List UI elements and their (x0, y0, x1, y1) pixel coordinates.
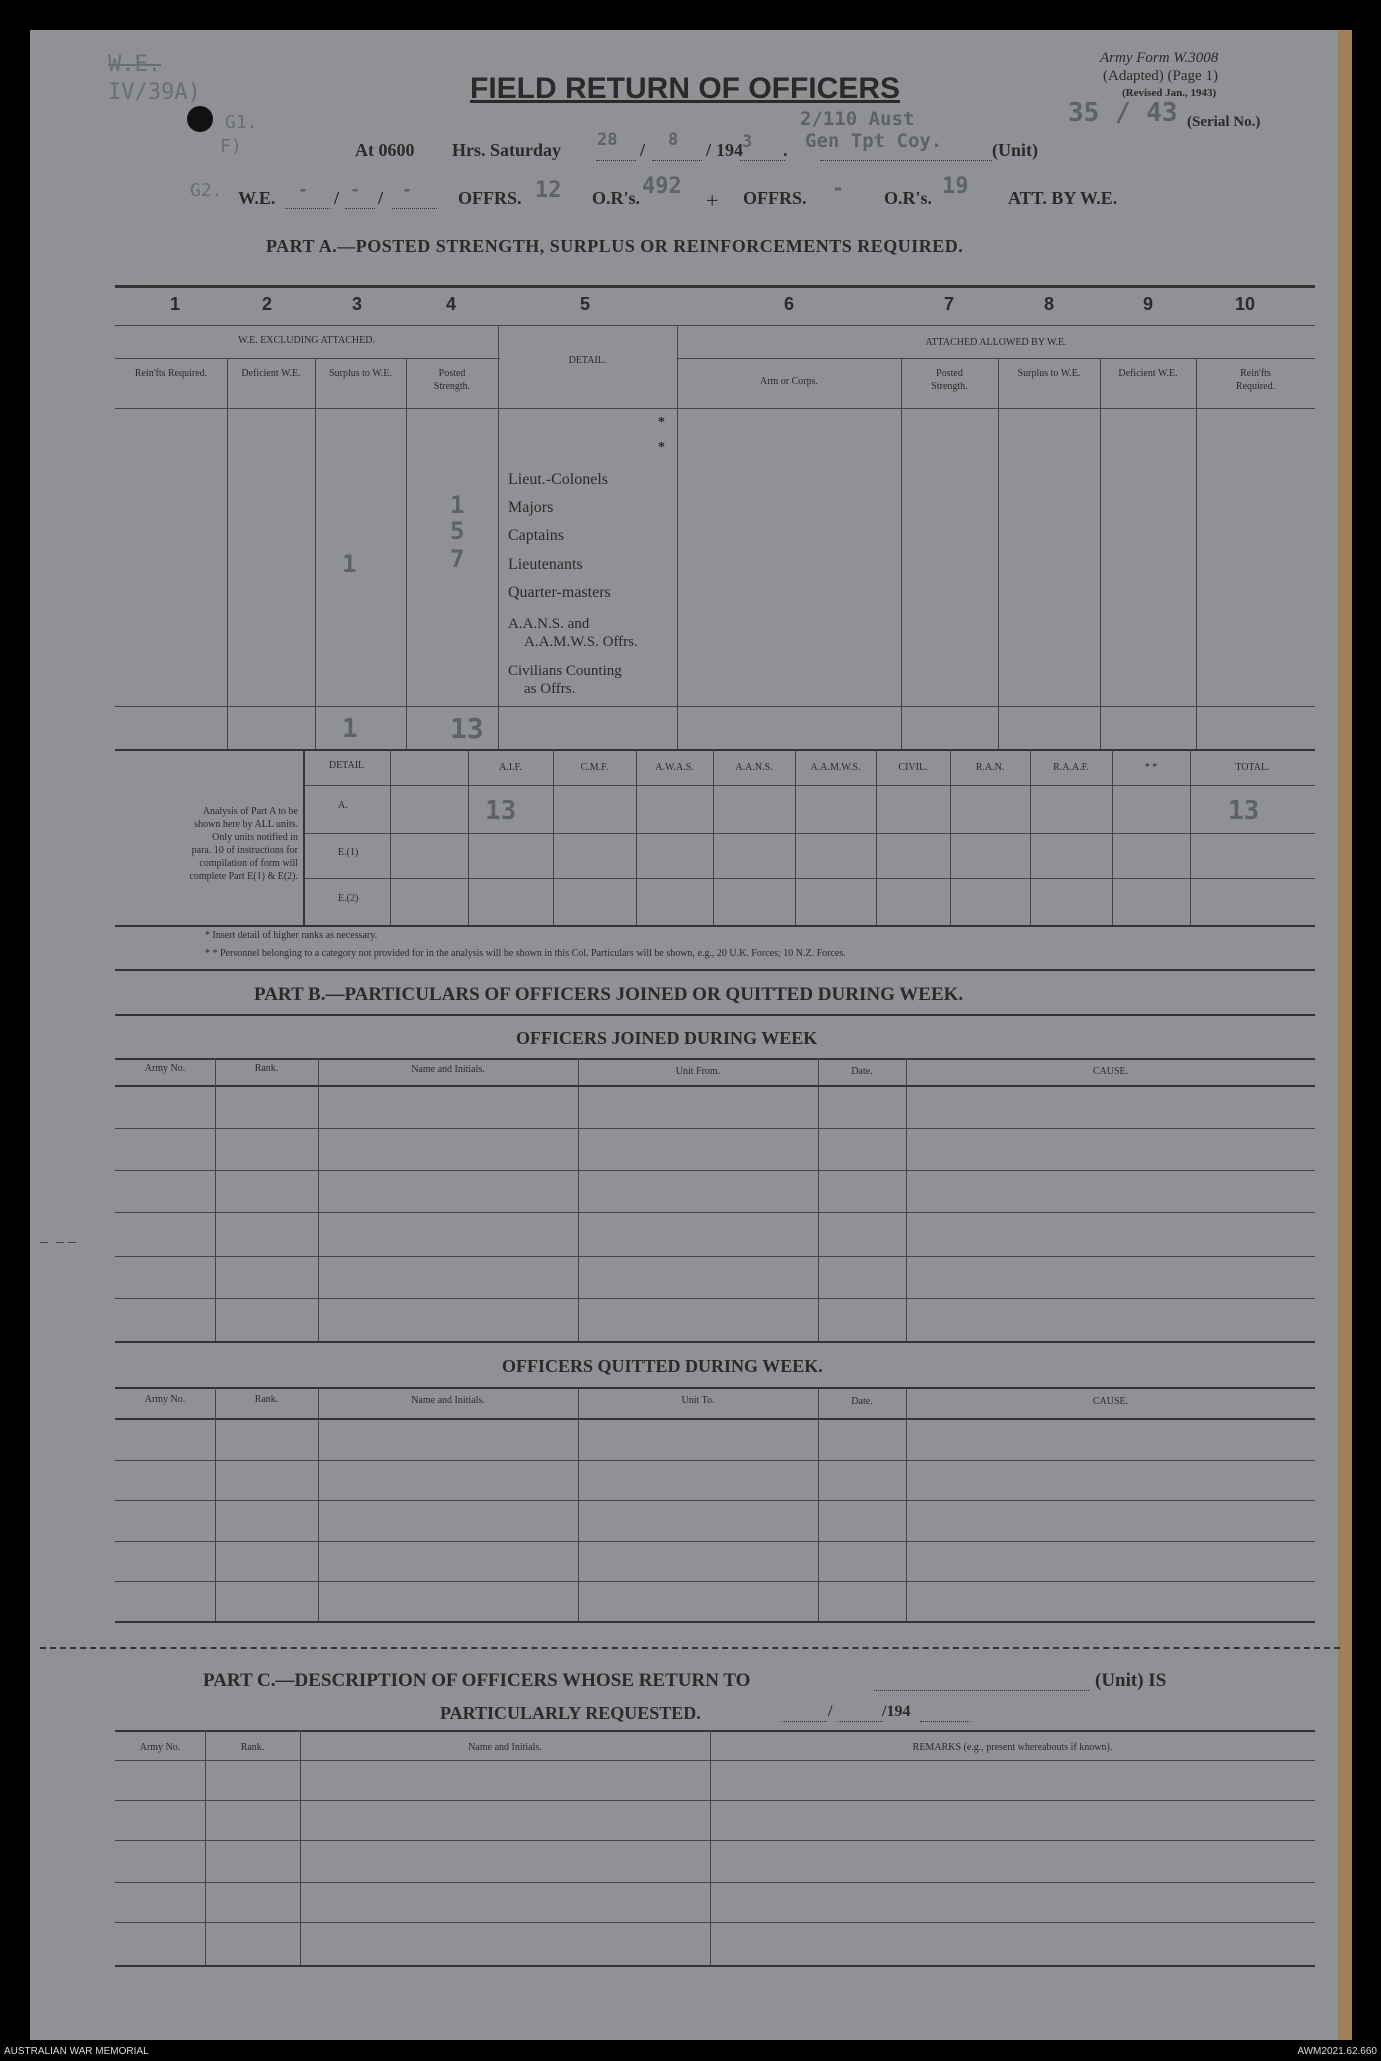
rank-lieut-colonels: Lieut.-Colonels (508, 471, 608, 488)
unit-label: (Unit) (992, 140, 1038, 160)
joined-h-cause: CAUSE. (1092, 1066, 1129, 1077)
star-note-2: * (658, 440, 665, 455)
offrs2-label: OFFRS. (743, 188, 807, 208)
ors2-label: O.R's. (884, 188, 933, 208)
c-h-name: Name and Initials. (468, 1742, 542, 1753)
quitted-h-unit-to: Unit To. (681, 1395, 715, 1406)
unit-line-2: Gen Tpt Coy. (805, 130, 943, 152)
punch-hole (187, 106, 213, 132)
quitted-title: OFFICERS QUITTED DURING WEEK. (502, 1356, 823, 1376)
we-value-1: - (298, 180, 309, 200)
footnote-1: * Insert detail of higher ranks as necessary. (205, 930, 378, 941)
posted-lieutenants: 7 (450, 545, 465, 573)
stamp-note-1: G1. (225, 112, 258, 133)
rank-quarter-masters: Quarter-masters (508, 584, 611, 601)
analysis-header-cmf: C.M.F. (580, 762, 609, 773)
year-digit: 3 (742, 132, 753, 152)
rank-civilians-2: as Offrs. (524, 681, 576, 697)
offrs2-value: - (832, 176, 845, 200)
hrs-label: Hrs. Saturday (452, 140, 562, 160)
we-value-3: - (402, 180, 413, 200)
analysis-row-e1: E.(1) (338, 847, 359, 858)
analysis-header-aamws: A.A.M.W.S. (810, 762, 861, 773)
date-day: 28 (597, 130, 618, 150)
part-a-title: PART A.—POSTED STRENGTH, SURPLUS OR REINFORCEMENTS REQUIRED. (266, 236, 964, 256)
star-note-1: * (658, 415, 665, 430)
col-number-3: 3 (351, 294, 362, 314)
part-b-title: PART B.—PARTICULARS OF OFFICERS JOINED OR QUITTED DURING WEEK. (254, 984, 964, 1005)
joined-h-rank: Rank. (254, 1063, 279, 1074)
col-number-8: 8 (1043, 294, 1054, 314)
attached-heading: ATTACHED ALLOWED BY W.E. (925, 337, 1067, 348)
c-h-rank: Rank. (240, 1742, 265, 1753)
footer-left: AUSTRALIAN WAR MEMORIAL (4, 2046, 149, 2057)
total-posted: 13 (450, 712, 484, 745)
footnote-2: * * Personnel belonging to a category not provided for in the analysis will be shown in this Col. Particulars will be shown, e.g., 20 U.K. Forces; 10 N.Z. Forces. (205, 948, 846, 959)
detail-heading: DETAIL. (568, 355, 607, 366)
date-month: 8 (668, 130, 679, 150)
rank-aans: A.A.N.S. and (508, 616, 590, 632)
stamp-note-2: F) (220, 136, 242, 157)
year-prefix: 194 (716, 140, 743, 160)
rank-civilians: Civilians Counting (508, 663, 622, 679)
joined-title: OFFICERS JOINED DURING WEEK (516, 1028, 818, 1048)
rank-majors: Majors (508, 499, 554, 516)
serial-label: (Serial No.) (1187, 114, 1261, 130)
h-arm-corps: Arm or Corps. (759, 376, 819, 387)
we-excluding-heading: W.E. EXCLUDING ATTACHED. (238, 335, 375, 346)
c-h-army-no: Army No. (139, 1742, 181, 1753)
posted-captains: 5 (450, 517, 465, 545)
joined-h-name: Name and Initials. (411, 1064, 485, 1075)
analysis-header-aif: A.I.F. (499, 762, 522, 773)
analysis-header-detail: DETAIL (328, 760, 365, 771)
part-c-title: PART C.—DESCRIPTION OF OFFICERS WHOSE RETURN TO (203, 1670, 751, 1691)
analysis-header-civil: CIVIL. (898, 762, 928, 773)
quitted-h-cause: CAUSE. (1092, 1396, 1129, 1407)
quitted-h-army-no: Army No. (144, 1394, 186, 1405)
joined-h-unit-from: Unit From. (675, 1066, 721, 1077)
h-deficient-att: Deficient W.E. (1118, 368, 1178, 379)
quitted-h-rank: Rank. (254, 1394, 279, 1405)
col-number-4: 4 (445, 294, 456, 314)
col-number-5: 5 (579, 294, 590, 314)
att-label: ATT. BY W.E. (1008, 188, 1118, 208)
c-h-remarks: REMARKS (e.g., present whereabouts if known). (912, 1742, 1113, 1753)
analysis-header-aans: A.A.N.S. (735, 762, 773, 773)
ors2-value: 19 (942, 174, 969, 199)
we-label: W.E. (238, 188, 276, 208)
col-number-2: 2 (261, 294, 272, 314)
serial-number: 35 / 43 (1068, 98, 1178, 128)
rank-lieutenants: Lieutenants (508, 556, 583, 573)
analysis-header-total: TOTAL. (1235, 762, 1270, 773)
plus-sign: + (706, 188, 719, 213)
form-adapted: (Adapted) (Page 1) (1103, 68, 1218, 84)
offrs-label: OFFRS. (458, 188, 522, 208)
part-c-unit-is: (Unit) IS (1095, 1670, 1167, 1691)
analysis-header-awas: A.W.A.S. (655, 762, 694, 773)
posted-majors: 1 (450, 491, 465, 519)
quitted-h-date: Date. (851, 1396, 873, 1407)
joined-h-date: Date. (851, 1066, 873, 1077)
h-surplus-att: Surplus to W.E. (1017, 368, 1081, 379)
total-a-value: 13 (1228, 796, 1260, 826)
joined-h-army-no: Army No. (144, 1063, 186, 1074)
rank-captains: Captains (508, 527, 564, 544)
analysis-note: Analysis of Part A to be shown here by ALL units. Only units notified in para. 10 of instructions for compilation of form will complete Part E(1) & E(2). (189, 806, 298, 882)
h-posted-att: Posted Strength. (931, 368, 968, 392)
stamp-ref: IV/39A) (108, 80, 201, 105)
part-c-requested: PARTICULARLY REQUESTED. (440, 1703, 701, 1723)
analysis-header-other: * * (1144, 762, 1158, 773)
col-number-7: 7 (943, 294, 954, 314)
col-number-9: 9 (1142, 294, 1153, 314)
page-title: FIELD RETURN OF OFFICERS (470, 72, 900, 105)
total-surplus: 1 (342, 714, 358, 744)
analysis-header-raaf: R.A.A.F. (1053, 762, 1089, 773)
h-posted: Posted Strength. (433, 368, 471, 392)
form-number: Army Form W.3008 (1100, 50, 1219, 66)
quitted-h-name: Name and Initials. (411, 1395, 485, 1406)
unit-line-1: 2/110 Aust (800, 108, 915, 130)
ors-value: 492 (642, 174, 682, 199)
analysis-row-e2: E.(2) (338, 893, 359, 904)
h-reinfts-att: Rein'fts Required. (1235, 368, 1276, 392)
analysis-header-ran: R.A.N. (975, 762, 1005, 773)
h-surplus: Surplus to W.E. (329, 368, 392, 379)
analysis-row-a: A. (338, 800, 348, 811)
surplus-lieutenants: 1 (342, 550, 357, 578)
rank-aamws: A.A.M.W.S. Offrs. (524, 634, 638, 650)
aif-a-value: 13 (485, 796, 517, 826)
stamp-we: W.E. (108, 52, 161, 77)
offrs-value: 12 (535, 178, 562, 203)
form-revised: (Revised Jan., 1943) (1122, 87, 1217, 99)
we-value-2: - (350, 180, 361, 200)
at-time: At 0600 (355, 140, 415, 160)
footer-right: AWM2021.62.660 (1297, 2046, 1377, 2057)
ors-label: O.R's. (592, 188, 641, 208)
col-number-10: 10 (1234, 294, 1256, 314)
h-deficient: Deficient W.E. (241, 368, 301, 379)
stamp-note-3: G2. (190, 180, 223, 201)
col-number-1: 1 (169, 294, 180, 314)
col-number-6: 6 (783, 294, 794, 314)
part-c-year: /194 (882, 1703, 911, 1720)
h-reinfts: Rein'fts Required. (134, 368, 208, 379)
